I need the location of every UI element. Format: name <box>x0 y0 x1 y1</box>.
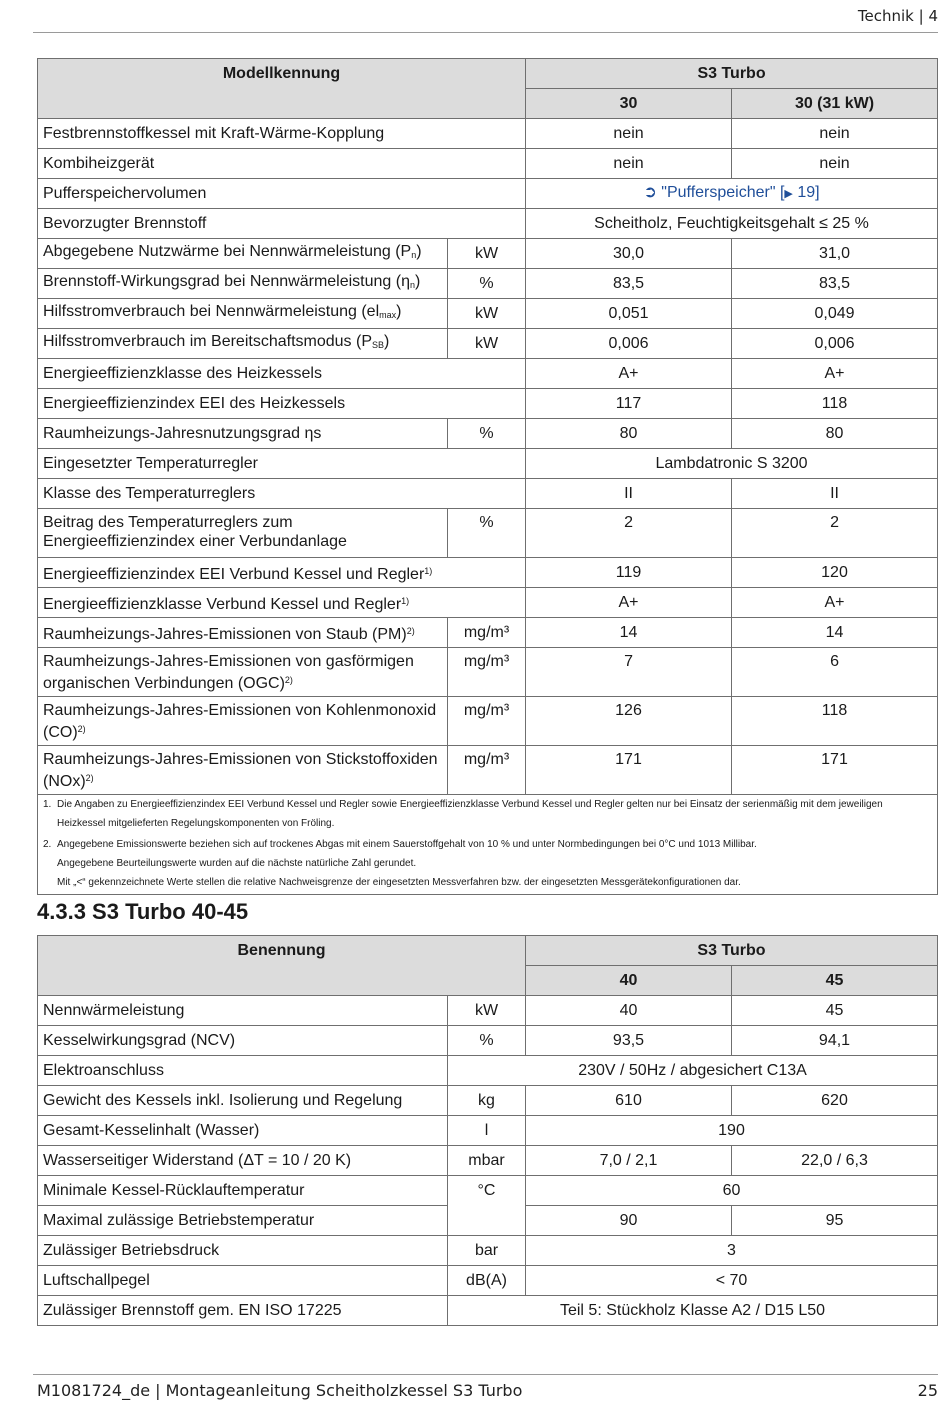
row-label: Gewicht des Kessels inkl. Isolierung und Regelung <box>38 1086 448 1116</box>
row-value-2: 118 <box>732 389 938 419</box>
row-value-1: 117 <box>526 389 732 419</box>
table-row <box>38 389 938 419</box>
row-value-2: 0,049 <box>732 299 938 329</box>
row-value-1: A+ <box>526 359 732 389</box>
table-row <box>38 1266 938 1296</box>
row-value-2: 22,0 / 6,3 <box>732 1146 938 1176</box>
row-value-1: A+ <box>526 588 732 618</box>
row-unit: kW <box>448 239 526 269</box>
row-value-1: nein <box>526 119 732 149</box>
row-value-2: 0,006 <box>732 329 938 359</box>
row-label: Energieeffizienzklasse Verbund Kessel und Regler$^{1)}$ <box>38 588 526 618</box>
col-header-model-1: 40 <box>526 966 732 996</box>
row-value-1: 610 <box>526 1086 732 1116</box>
row-label: Bevorzugter Brennstoff <box>38 209 526 239</box>
row-label: Pufferspeichervolumen <box>38 179 526 209</box>
table-row <box>38 179 938 209</box>
row-value-1: 90 <box>526 1206 732 1236</box>
row-unit: mg/m³ <box>448 618 526 648</box>
row-value: Scheitholz, Feuchtigkeitsgehalt ≤ 25 % <box>526 209 938 239</box>
col-header-modellkennung: Modellkennung <box>38 59 526 119</box>
table-row <box>38 618 938 648</box>
spec-table-s3-turbo-30 <box>37 58 938 895</box>
table-row <box>38 509 938 558</box>
row-unit: kg <box>448 1086 526 1116</box>
table-row <box>38 419 938 449</box>
table-row <box>38 558 938 588</box>
row-value-2: 83,5 <box>732 269 938 299</box>
row-unit: kW <box>448 299 526 329</box>
row-value-2: II <box>732 479 938 509</box>
row-value: < 70 <box>526 1266 938 1296</box>
row-value-2: 171 <box>732 746 938 795</box>
row-label: Raumheizungs-Jahres-Emissionen von Stickstoffoxiden (NOx)$^{2)}$ <box>38 746 448 795</box>
row-label: Zulässiger Brennstoff gem. EN ISO 17225 <box>38 1296 448 1326</box>
row-label: Gesamt-Kesselinhalt (Wasser) <box>38 1116 448 1146</box>
row-label: Energieeffizienzklasse des Heizkessels <box>38 359 526 389</box>
col-header-group: S3 Turbo <box>526 936 938 966</box>
row-label: Wasserseitiger Widerstand (ΔT = 10 / 20 K) <box>38 1146 448 1176</box>
row-unit: °C <box>448 1176 526 1236</box>
table-row <box>38 119 938 149</box>
table-row <box>38 1056 938 1086</box>
table-row <box>38 996 938 1026</box>
triangle-right-icon: ▶ <box>784 188 793 200</box>
table-row <box>38 299 938 329</box>
row-value-2: 620 <box>732 1086 938 1116</box>
row-unit: % <box>448 509 526 558</box>
table-row <box>38 209 938 239</box>
row-label: Brennstoff-Wirkungsgrad bei Nennwärmeleistung $(\eta_n)$ <box>38 269 448 299</box>
col-header-group: S3 Turbo <box>526 59 938 89</box>
row-label: Kesselwirkungsgrad (NCV) <box>38 1026 448 1056</box>
row-value-1: nein <box>526 149 732 179</box>
row-value: Lambdatronic S 3200 <box>526 449 938 479</box>
footer-document-title: M1081724_de | Montageanleitung Scheitholzkessel S3 Turbo <box>37 1381 523 1400</box>
table-row <box>38 588 938 618</box>
header-divider <box>33 32 938 33</box>
table-row <box>38 269 938 299</box>
footnote-2: 2. Angegebene Emissionswerte beziehen sich auf trockenes Abgas mit einem Sauerstoffgehalt von 10 % und unter Normbedingungen bei 0°C und 1013 Millibar. Angegebene Beurteilungswerte wurden auf die nächste natürliche Zahl gerundet. Mit „<“ gekennzeichnete Werte stellen die relative Nachweisgrenze der eingesetzten Messverfahren bzw. der eingesetzten Messgerätekonfigurationen dar. <box>43 839 757 888</box>
row-label: Kombiheizgerät <box>38 149 526 179</box>
table-row <box>38 239 938 269</box>
arrow-right-icon: ➲ <box>643 184 657 201</box>
row-unit: kW <box>448 329 526 359</box>
row-label: Zulässiger Betriebsdruck <box>38 1236 448 1266</box>
table-row <box>38 149 938 179</box>
row-value-2: 94,1 <box>732 1026 938 1056</box>
row-value-1: 7,0 / 2,1 <box>526 1146 732 1176</box>
row-unit: mg/m³ <box>448 697 526 746</box>
row-label: Raumheizungs-Jahres-Emissionen von gasförmigen organischen Verbindungen (OGC)$^{2)}$ <box>38 648 448 697</box>
link-page: 19] <box>792 184 820 201</box>
row-label: Raumheizungs-Jahres-Emissionen von Staub (PM)$^{2)}$ <box>38 618 448 648</box>
table-row <box>38 1026 938 1056</box>
row-label: Nennwärmeleistung <box>38 996 448 1026</box>
row-value-2: A+ <box>732 359 938 389</box>
row-unit: bar <box>448 1236 526 1266</box>
table-row <box>38 449 938 479</box>
row-value-1: 7 <box>526 648 732 697</box>
table-row <box>38 1086 938 1116</box>
row-value: 60 <box>526 1176 938 1206</box>
link-text: "Pufferspeicher" [ <box>661 184 785 201</box>
row-value-2: nein <box>732 119 938 149</box>
footnote-1: 1. Die Angaben zu Energieeffizienzindex EEI Verbund Kessel und Regler sowie Energieeffizienzklasse Verbund Kessel und Regler gelten nur bei Einsatz der serienmäßig mit dem jeweiligen Heizkessel mitgelieferten Regelungskomponenten von Fröling. <box>43 799 883 829</box>
row-unit: mbar <box>448 1146 526 1176</box>
row-label: Maximal zulässige Betriebstemperatur <box>38 1206 448 1236</box>
row-unit: mg/m³ <box>448 746 526 795</box>
row-value: Teil 5: Stückholz Klasse A2 / D15 L50 <box>448 1296 938 1326</box>
row-value-1: 93,5 <box>526 1026 732 1056</box>
row-value-1: 80 <box>526 419 732 449</box>
row-value-2: 45 <box>732 996 938 1026</box>
footnotes <box>38 795 938 895</box>
row-label: Abgegebene Nutzwärme bei Nennwärmeleistung $(P_n)$ <box>38 239 448 269</box>
row-value-1: 83,5 <box>526 269 732 299</box>
row-label: Beitrag des Temperaturreglers zum Energieeffizienzindex einer Verbundanlage <box>38 509 448 558</box>
row-value-2: nein <box>732 149 938 179</box>
row-label: Energieeffizienzindex EEI des Heizkessels <box>38 389 526 419</box>
row-label: Festbrennstoffkessel mit Kraft-Wärme-Kopplung <box>38 119 526 149</box>
row-value-1: 30,0 <box>526 239 732 269</box>
row-value: 3 <box>526 1236 938 1266</box>
row-value-1: 40 <box>526 996 732 1026</box>
table-row <box>38 479 938 509</box>
row-value-2: A+ <box>732 588 938 618</box>
row-label: Raumheizungs-Jahres-Emissionen von Kohlenmonoxid (CO)$^{2)}$ <box>38 697 448 746</box>
row-label: Luftschallpegel <box>38 1266 448 1296</box>
row-value: 190 <box>526 1116 938 1146</box>
row-value-1: 2 <box>526 509 732 558</box>
col-header-model-2: 45 <box>732 966 938 996</box>
row-value-2: 118 <box>732 697 938 746</box>
row-value-2: 6 <box>732 648 938 697</box>
col-header-benennung: Benennung <box>38 936 526 996</box>
page-number: 25 <box>917 1381 938 1400</box>
row-label: Minimale Kessel-Rücklauftemperatur <box>38 1176 448 1206</box>
table-row <box>38 648 938 697</box>
row-label: Eingesetzter Temperaturregler <box>38 449 526 479</box>
table-row <box>38 697 938 746</box>
row-label: Elektroanschluss <box>38 1056 448 1086</box>
row-value: 230V / 50Hz / abgesichert C13A <box>448 1056 938 1086</box>
col-header-model-1: 30 <box>526 89 732 119</box>
table-row <box>38 1236 938 1266</box>
row-unit: % <box>448 269 526 299</box>
row-value-1: 14 <box>526 618 732 648</box>
table-row <box>38 1116 938 1146</box>
row-label: Hilfsstromverbrauch im Bereitschaftsmodus $(P_{SB})$ <box>38 329 448 359</box>
table-row <box>38 1176 938 1206</box>
footer-divider <box>33 1374 938 1375</box>
row-label: Hilfsstromverbrauch bei Nennwärmeleistung $(el_{max})$ <box>38 299 448 329</box>
row-value-2: 2 <box>732 509 938 558</box>
row-unit: dB(A) <box>448 1266 526 1296</box>
col-header-model-2: 30 (31 kW) <box>732 89 938 119</box>
row-label: Raumheizungs-Jahresnutzungsgrad ηs <box>38 419 448 449</box>
row-value-1: 126 <box>526 697 732 746</box>
row-value-1: II <box>526 479 732 509</box>
row-label: Energieeffizienzindex EEI Verbund Kessel und Regler$^{1)}$ <box>38 558 526 588</box>
row-unit: % <box>448 419 526 449</box>
pufferspeicher-link[interactable] <box>526 179 938 209</box>
row-value-2: 80 <box>732 419 938 449</box>
row-value-1: 119 <box>526 558 732 588</box>
running-header: Technik | 4 <box>857 7 938 25</box>
table-row <box>38 329 938 359</box>
row-unit: mg/m³ <box>448 648 526 697</box>
row-unit: % <box>448 1026 526 1056</box>
row-unit: kW <box>448 996 526 1026</box>
table-row <box>38 359 938 389</box>
row-value-1: 0,006 <box>526 329 732 359</box>
row-value-2: 14 <box>732 618 938 648</box>
row-value-1: 0,051 <box>526 299 732 329</box>
table-row <box>38 746 938 795</box>
spec-table-s3-turbo-40-45 <box>37 935 938 1326</box>
row-value-2: 120 <box>732 558 938 588</box>
table-row <box>38 1296 938 1326</box>
row-value-1: 171 <box>526 746 732 795</box>
section-heading: 4.3.3 S3 Turbo 40-45 <box>37 899 249 924</box>
row-value-2: 31,0 <box>732 239 938 269</box>
table-row <box>38 1146 938 1176</box>
row-label: Klasse des Temperaturreglers <box>38 479 526 509</box>
row-value-2: 95 <box>732 1206 938 1236</box>
row-unit: l <box>448 1116 526 1146</box>
